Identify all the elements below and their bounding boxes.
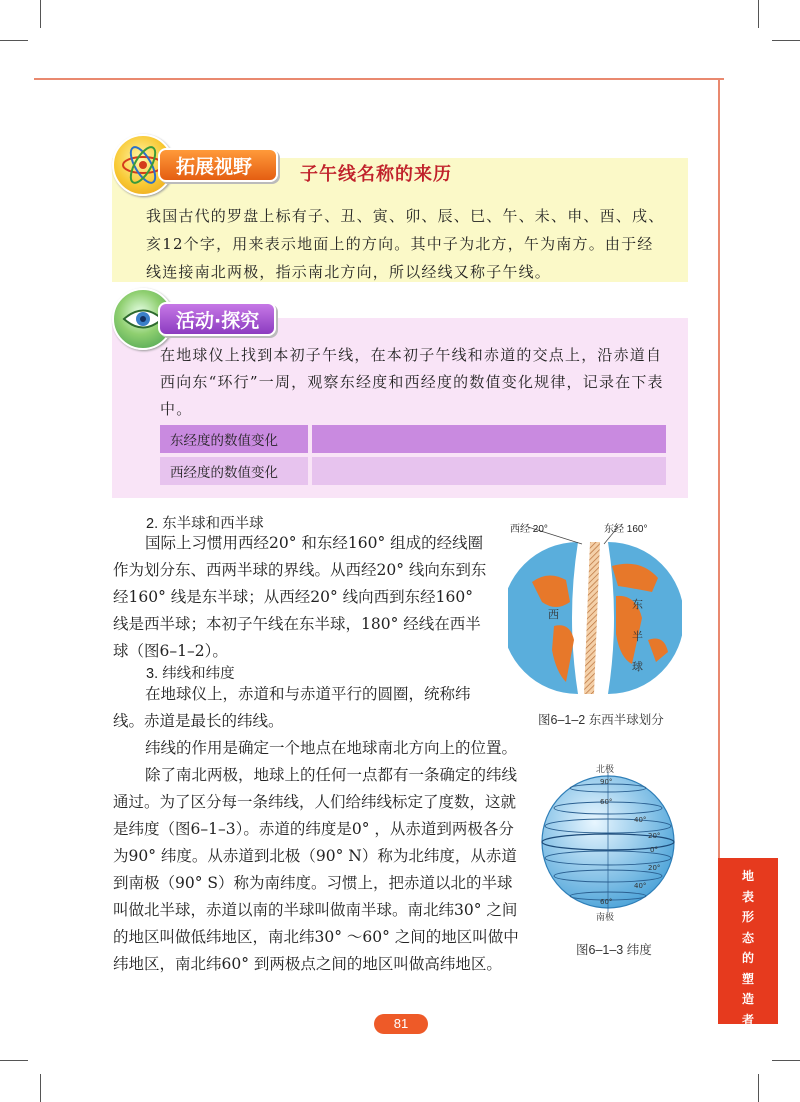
figure-label-east160: 东经 160° [604,524,648,535]
lat-tick: 60° [600,798,613,806]
extend-badge: 拓展视野 [158,148,278,182]
section-3-heading: 3. 纬线和纬度 [146,666,235,682]
section-3-paragraph-1: 在地球仪上，赤道和与赤道平行的圆圈，统称纬线。赤道是最长的纬线。 [113,685,471,730]
lat-tick: 40° [634,882,647,890]
crop-mark [772,40,800,41]
latitude-figure [538,762,678,922]
side-tab-char: 形 [741,910,754,924]
lat-tick: 90° [600,778,613,786]
crop-mark [772,1060,800,1061]
crop-mark [758,0,759,28]
side-tab-char: 塑 [741,971,754,986]
record-table [160,421,666,489]
east-char-2: 半 [632,630,643,643]
figure2-caption: 图6–1–3 纬度 [576,943,652,957]
figure-label-west20: 西经 20° [510,524,548,535]
east-char-3: 球 [632,660,643,673]
section-3-paragraph-2: 纬线的作用是确定一个地点在地球南北方向上的位置。 [145,739,518,757]
crop-mark [0,40,28,41]
side-tab-char: 态 [741,930,754,945]
extend-body: 我国古代的罗盘上标有子、丑、寅、卯、辰、巳、午、未、申、酉、戌、亥12个字，用来表示地面上的方向。其中子为北方，午为南方。由于经线连接南北两极，指示南北方向，所以经线又称子午线。 [146,207,665,281]
table-row [160,425,666,453]
crop-mark [40,1074,41,1102]
side-tab-char: 造 [741,992,754,1006]
activity-body: 在地球仪上找到本初子午线，在本初子午线和赤道的交点上，沿赤道自西向东“环行”一周，观察东经度和西经度的数值变化规律，记录在下表中。 [160,346,664,418]
south-pole-label: 南极 [596,913,615,922]
lat-tick: 40° [634,816,647,824]
lat-tick: 20° [648,832,661,840]
figure1-caption: 图6–1–2 东西半球划分 [538,713,664,727]
chapter-side-tab [718,858,778,1027]
crop-mark [758,1074,759,1102]
section-2-paragraph: 国际上习惯用西经20° 和东经160° 组成的经线圈作为划分东、西两半球的界线。从西经20° 线向东到东经160° 线是东半球；从西经20° 线向西到东经160° 线是西半球；本初子午线在东半球，180° 经线在西半球（图6–1–2）。 [113,534,487,660]
section-3-paragraph-3: 除了南北两极，地球上的任何一点都有一条确定的纬线通过。为了区分每一条纬线，人们给纬线标定了度数，这就是纬度（图6–1–3）。赤道的纬度是0° ，从赤道到两极各分为90° 纬度。从赤道到北极（90° N）称为北纬度，从赤道到南极（90° S）称为南纬度。习惯上，把赤道以北的半球叫做北半球，赤道以南的半球叫做南半球。南北纬30° 之间的地区叫做低纬地区，南北纬30° ～60° 之间的地区叫做中纬地区，南北纬60° 到两极点之间的地区叫做高纬地区。 [113,766,519,973]
table-cell-input[interactable] [312,457,666,485]
side-tab-char: 者 [741,1012,754,1027]
crop-mark [0,1060,28,1061]
table-cell-input[interactable] [312,425,666,453]
right-rule [718,78,720,858]
side-tab-char: 地 [741,869,754,883]
north-pole-label: 北极 [596,765,615,775]
side-tab-char: 表 [741,889,754,904]
table-row-label: 东经度的数值变化 [160,425,312,453]
table-row-label: 西经度的数值变化 [160,457,312,485]
extend-title: 子午线名称的来历 [300,164,452,185]
activity-badge: 活动·探究 [158,302,276,336]
crop-mark [40,0,41,28]
east-char-1: 东 [632,598,643,611]
lat-tick: 0° [650,846,658,854]
section-2-heading: 2. 东半球和西半球 [146,516,264,532]
top-rule [34,78,724,80]
page-number: 81 [374,1014,428,1034]
table-row [160,457,666,485]
side-tab-char: 的 [741,951,754,965]
hemisphere-figure [508,522,682,698]
lat-tick: 20° [648,864,661,872]
lat-tick: 60° [600,898,613,906]
west-label: 西 [548,608,559,621]
